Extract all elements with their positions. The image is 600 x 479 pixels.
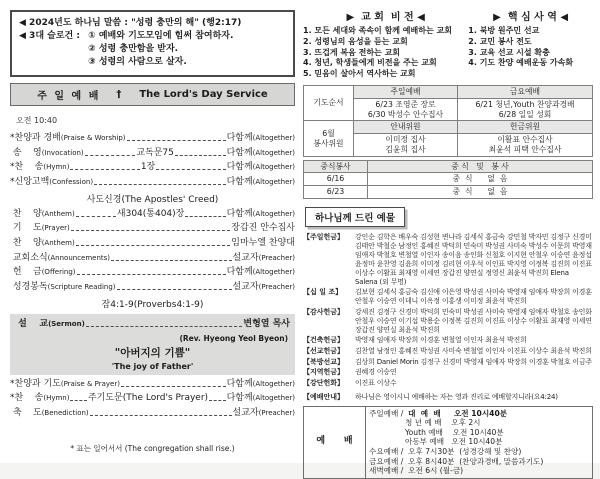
row-label-ko: 축 도 — [10, 407, 42, 418]
offering-entry — [303, 308, 593, 335]
offering-entry — [303, 358, 593, 367]
duty-col-header: 안내위원 — [354, 121, 458, 134]
scripture-reference-line: 잠4:1-9(Proverbs4:1-9) — [101, 299, 204, 310]
service-row — [10, 148, 295, 159]
row-label-ko: *찬 송 — [10, 393, 44, 404]
row-label-ko: *찬 송 — [10, 162, 44, 173]
lunch-service-table — [303, 160, 593, 199]
service-row — [10, 267, 295, 278]
row-label-ko: 헌 금 — [10, 267, 42, 278]
cross-icon: † — [116, 89, 124, 100]
offering-names: 김찬열 남정인 홍혜진 박성권 사미숙 변철열 이인자 이진표 이상수 최윤석 박진희 — [355, 346, 592, 355]
row-label-ko: 찬 양 — [10, 237, 42, 248]
duty-cell: 6/23 조영준 장로 6/30 박성수 안수집사 — [354, 98, 458, 121]
duty-row-label: 6월 봉사위원 — [304, 121, 354, 156]
offering-label: 【선교헌금】 — [303, 346, 345, 355]
offering-label: 【십 일 조】 — [303, 288, 343, 297]
worship-line: 청 년 예 배 오후 2시 — [405, 418, 481, 428]
offering-label: 【북방선교】 — [303, 357, 345, 366]
row-right-ko: 다함께 — [226, 267, 253, 278]
offering-names: 박영재 임애자 박장희 이경훈 변철열 이인자 최윤석 박진희 — [355, 336, 527, 345]
slogan-label: ◀ 3대 슬로건 : — [19, 31, 84, 41]
duty-cell: 6/21 청년,Youth 찬양과경배 6/28 일일 성회 — [457, 98, 592, 121]
ministry-item: 3. 교육 선교 시설 확충 — [468, 47, 550, 57]
key-ministry-block — [468, 8, 593, 80]
offering-entry — [303, 379, 593, 388]
apostles-creed-line: 사도신경(The Apostles' Creed) — [86, 194, 219, 205]
row-right-en: (Altogether) — [252, 163, 296, 172]
row-label-ko: 송 영 — [10, 147, 42, 158]
dotted-leader — [76, 216, 116, 217]
dotted-leader — [77, 274, 226, 275]
dotted-leader — [111, 260, 232, 261]
dotted-leader — [121, 386, 226, 387]
duty-row-label: 기도순서 — [304, 85, 354, 120]
ministry-item: 2. 교민 봉사 전도 — [468, 36, 532, 46]
lunch-date: 6/23 — [304, 185, 368, 198]
row-label-en: (Prayer) — [41, 224, 70, 233]
row-right-ko: 다함께 — [226, 393, 253, 404]
dotted-leader — [127, 140, 226, 141]
lunch-header: 중식봉사 — [304, 160, 368, 173]
vision-item: 2. 성령님의 음성을 듣는 교회 — [303, 36, 408, 46]
worship-line: 아동부 예배 오전 10시40분 — [405, 437, 503, 447]
church-vision-title: ▶ 교 회 비 전 ◀ — [346, 12, 425, 23]
lunch-header: 중 식 및 봉 사 — [368, 160, 593, 173]
slogan-item: ③ 성령의 사람으로 살자. — [88, 57, 187, 67]
service-row — [10, 379, 295, 390]
duty-col-header: 금요예배 — [457, 85, 592, 98]
row-right-ko: 다함께 — [226, 162, 253, 173]
row-right-ko: 다함께 — [226, 133, 253, 143]
row-label-en: (Hymn) — [43, 394, 70, 403]
lunch-date: 6/16 — [304, 173, 368, 186]
dotted-leader — [185, 216, 225, 217]
offering-label: 【감사헌금】 — [303, 307, 345, 316]
prayer-duty-table — [303, 85, 593, 157]
offering-entry — [303, 347, 593, 356]
service-title-ko: 주 일 예 배 — [37, 91, 101, 102]
offering-label: 【강단헌화】 — [303, 378, 345, 387]
row-mid: 1장 — [140, 162, 156, 173]
service-title-en: The Lord's Day Service — [139, 89, 268, 100]
row-right-en: (Altogether) — [252, 379, 295, 388]
offering-names: 권혜경 이승연 — [355, 368, 397, 377]
row-right-en: (Preacher) — [258, 282, 295, 291]
row-label-ko: 기 도 — [10, 223, 42, 234]
worship-times-table — [303, 406, 593, 479]
info-column — [303, 8, 593, 479]
worship-guide-label: 【예배안내】 — [303, 392, 345, 401]
preacher-name: 변형열 목사 — [243, 319, 290, 330]
offering-label: 【주일헌금】 — [303, 232, 345, 241]
row-right-en: (Altogether) — [252, 394, 295, 403]
sermon-row — [15, 319, 290, 330]
service-time: 오전 10:40 — [16, 116, 58, 125]
service-order-column — [10, 10, 295, 454]
duty-col-header: 헌금위원 — [457, 121, 592, 134]
vision-ministry-section — [303, 8, 593, 80]
ministry-item: 1. 북방 원주민 선교 — [468, 26, 540, 35]
worship-line: 수요예배 / 오후 7시30분 (성경강해 및 찬양) — [369, 447, 522, 457]
vision-item: 4. 청년, 학생들에게 비전을 주는 교회 — [303, 58, 437, 68]
offering-entry — [303, 233, 593, 287]
row-label-ko: 찬 양 — [10, 208, 42, 219]
offering-entry — [303, 288, 593, 306]
dotted-leader — [71, 230, 231, 231]
row-right-ko: 임마누엘 찬양대 — [231, 237, 295, 248]
row-right-ko: 장갑진 안수집사 — [231, 223, 295, 234]
row-label-en: (Praise & Worship) — [60, 134, 126, 142]
worship-line: 금요예배 / 오후 8시40분 (찬양과경배, 말씀과기도) — [369, 456, 544, 466]
row-right-ko: 설교자 — [232, 252, 259, 263]
vision-item: 1. 모든 세대와 족속이 함께 예배하는 교회 — [303, 26, 452, 35]
service-row — [10, 177, 295, 188]
worship-line: Youth 예배 오전 10시40분 — [405, 427, 504, 437]
slogan-item: ② 성령 충만함을 받자. — [88, 44, 179, 54]
row-right-ko: 다함께 — [226, 378, 253, 389]
offering-names: 강인순 김학은 배우숙 김성현 변나라 김세식 홍금숙 강민철 박자민 김정구 신경미 김태안 박철순 남정인 홍혜진 박덕희 민숙미 박성권 사미숙 박성수 이문희 박영재 임애자 박철호 변철열 이인자 송이음 송인화 신철호 이지현 안철우 이승연 윤정섭 윤정마 윤찬영 김윤희 이미정 김리현 이우석 이인표 박지영 이정복 김진희 이진표 이상수 이활표 최재영 이세연 장갑진 양연실 정영신 최윤석 박진희 Elena Salena (외 무명) — [355, 232, 592, 286]
service-row — [10, 238, 295, 249]
dotted-leader — [70, 400, 87, 401]
row-right-en: (Preacher) — [258, 253, 295, 262]
row-label-ko: 교회소식 — [10, 252, 48, 263]
sermon-title-en: 'The joy of Father' — [111, 361, 194, 371]
rise-footnote: * 표는 일어서서 (The congregation shall rise.) — [70, 443, 235, 453]
worship-times-cell — [366, 406, 593, 478]
dotted-leader — [209, 400, 226, 401]
row-label-en: (Hymn) — [43, 163, 70, 172]
service-row — [10, 282, 295, 293]
lunch-value: 중 식 없 음 — [368, 185, 593, 198]
worship-line: 새벽예배 / 오전 6시 (월-금) — [369, 466, 464, 476]
dotted-leader — [70, 169, 139, 170]
row-right-ko: 다함께 — [226, 176, 253, 187]
sermon-label-ko: 설 교 — [15, 319, 49, 330]
worship-table-label: 예 배 — [304, 406, 366, 478]
sermon-title-ko: "아버지의 기쁨" — [114, 346, 191, 359]
vision-item: 5. 믿음이 살아서 역사하는 교회 — [303, 69, 416, 79]
offering-entry — [303, 336, 593, 345]
sermon-section — [10, 314, 295, 375]
row-right-en: (Altogether) — [252, 268, 295, 277]
offering-label: 【지역헌금】 — [303, 368, 345, 377]
yearly-theme-line: ◀ 2024년도 하나님 말씀 : "성령 충만의 해" (행2:17) — [19, 18, 242, 28]
service-row — [10, 162, 295, 173]
ministry-item: 4. 기도 찬양 예배운동 가속화 — [468, 58, 574, 68]
offering-entry — [303, 368, 593, 377]
row-right-en: (Altogether) — [252, 177, 295, 186]
dotted-leader — [175, 155, 226, 156]
service-title-bar — [10, 83, 295, 106]
worship-guide-entry — [303, 393, 593, 402]
row-right-ko: 다함께 — [226, 147, 253, 158]
row-right-en: (Preacher) — [258, 408, 295, 417]
row-label-ko: 성경봉독 — [10, 281, 48, 292]
dotted-leader — [85, 155, 136, 156]
sermon-label-en: (Sermon) — [48, 320, 85, 329]
slogan-item: ① 예배와 기도모임에 힘써 참여하자. — [88, 31, 234, 41]
service-row — [10, 133, 295, 144]
dotted-leader — [90, 415, 232, 416]
row-label-en: (Benediction) — [41, 408, 89, 417]
yearly-theme-box — [10, 10, 295, 77]
offering-label: 【건축헌금】 — [303, 336, 345, 345]
service-row — [10, 223, 295, 234]
service-row — [10, 253, 295, 264]
service-row — [10, 393, 295, 404]
row-right-en: (Altogether) — [252, 148, 295, 157]
row-label-ko: *찬양과 경배 — [10, 133, 61, 143]
church-vision-block — [303, 8, 468, 80]
duty-cell: 이미정 집사 김윤희 집사 — [354, 134, 458, 157]
key-ministry-title: ▶ 핵 심 사 역 ◀ — [493, 12, 569, 23]
dotted-leader — [86, 326, 243, 327]
preacher-name-en: (Rev. Hyeong Yeol Byeon) — [179, 333, 288, 343]
row-mid: 교독문75 — [136, 147, 174, 158]
row-right-en: (Altogether) — [252, 134, 295, 142]
dotted-leader — [156, 169, 225, 170]
row-right-ko: 설교자 — [232, 407, 259, 418]
row-label-en: (Confession) — [49, 177, 94, 186]
row-label-en: (Anthem) — [41, 238, 75, 247]
offerings-section-title: 하나님께 드린 예물 — [305, 207, 405, 227]
vision-item: 3. 뜨겁게 복음 전하는 교회 — [303, 47, 401, 57]
offering-names: 김상희 Daniel Morin 김정구 신경미 박영재 임애자 박장희 이경훈 박철호 이금주 — [355, 357, 593, 366]
slogan-items — [88, 30, 233, 69]
worship-guide-text: 하나님은 영이시니 예배하는 자는 영과 진리로 예배할지니라(요4:24) — [355, 392, 558, 401]
offering-names: 김보현 김세식 홍금숙 김신애 이은영 박성권 사미숙 박영재 임애자 박장희 이경훈 안철우 이승연 이데니 이옥정 이홍생 이미정 최윤석 박진희 — [355, 288, 592, 306]
offering-names: 이진표 이상수 — [355, 378, 397, 387]
dotted-leader — [117, 289, 232, 290]
row-label-en: (Invocation) — [41, 148, 84, 157]
worship-line: 주일예배 / 대 예 배 오전 10시40분 — [369, 408, 508, 418]
row-label-ko: *찬양과 기도 — [10, 378, 61, 389]
offering-names: 강세진 김정구 신경미 박덕희 민숙미 박성권 사미숙 박영재 임애자 박철호 송인화 안철우 이승연 이기섭 박용순 이정복 김진희 이진표 이상수 이활표 최재영 이세연 장갑진 양연실 최윤석 박진희 — [355, 307, 592, 334]
dotted-leader — [76, 245, 231, 246]
row-right-ko: 설교자 — [232, 281, 259, 292]
row-label-en: (Announcements) — [47, 253, 111, 262]
slogan-row — [19, 30, 286, 69]
row-label-en: (Anthem) — [41, 209, 75, 218]
lunch-value: 중 식 없 음 — [368, 173, 593, 186]
duty-col-header: 주일예배 — [354, 85, 458, 98]
duty-cell: 이활표 안수집사 최윤석 피택 안수집사 — [457, 134, 592, 157]
row-label-en: (Praise & Prayer) — [60, 379, 120, 388]
row-right-ko: 다함께 — [226, 208, 253, 219]
row-mid: 새304(통404)장 — [116, 208, 185, 219]
row-label-en: (Scripture Reading) — [47, 282, 116, 291]
service-row — [10, 408, 295, 419]
service-row — [10, 209, 295, 220]
row-right-en: (Altogether) — [252, 209, 296, 218]
dotted-leader — [94, 184, 225, 185]
row-label-en: (Offering) — [41, 268, 76, 277]
row-label-ko: *신앙고백 — [10, 176, 50, 187]
row-mid: 주기도문(The Lord's Prayer) — [87, 393, 209, 404]
